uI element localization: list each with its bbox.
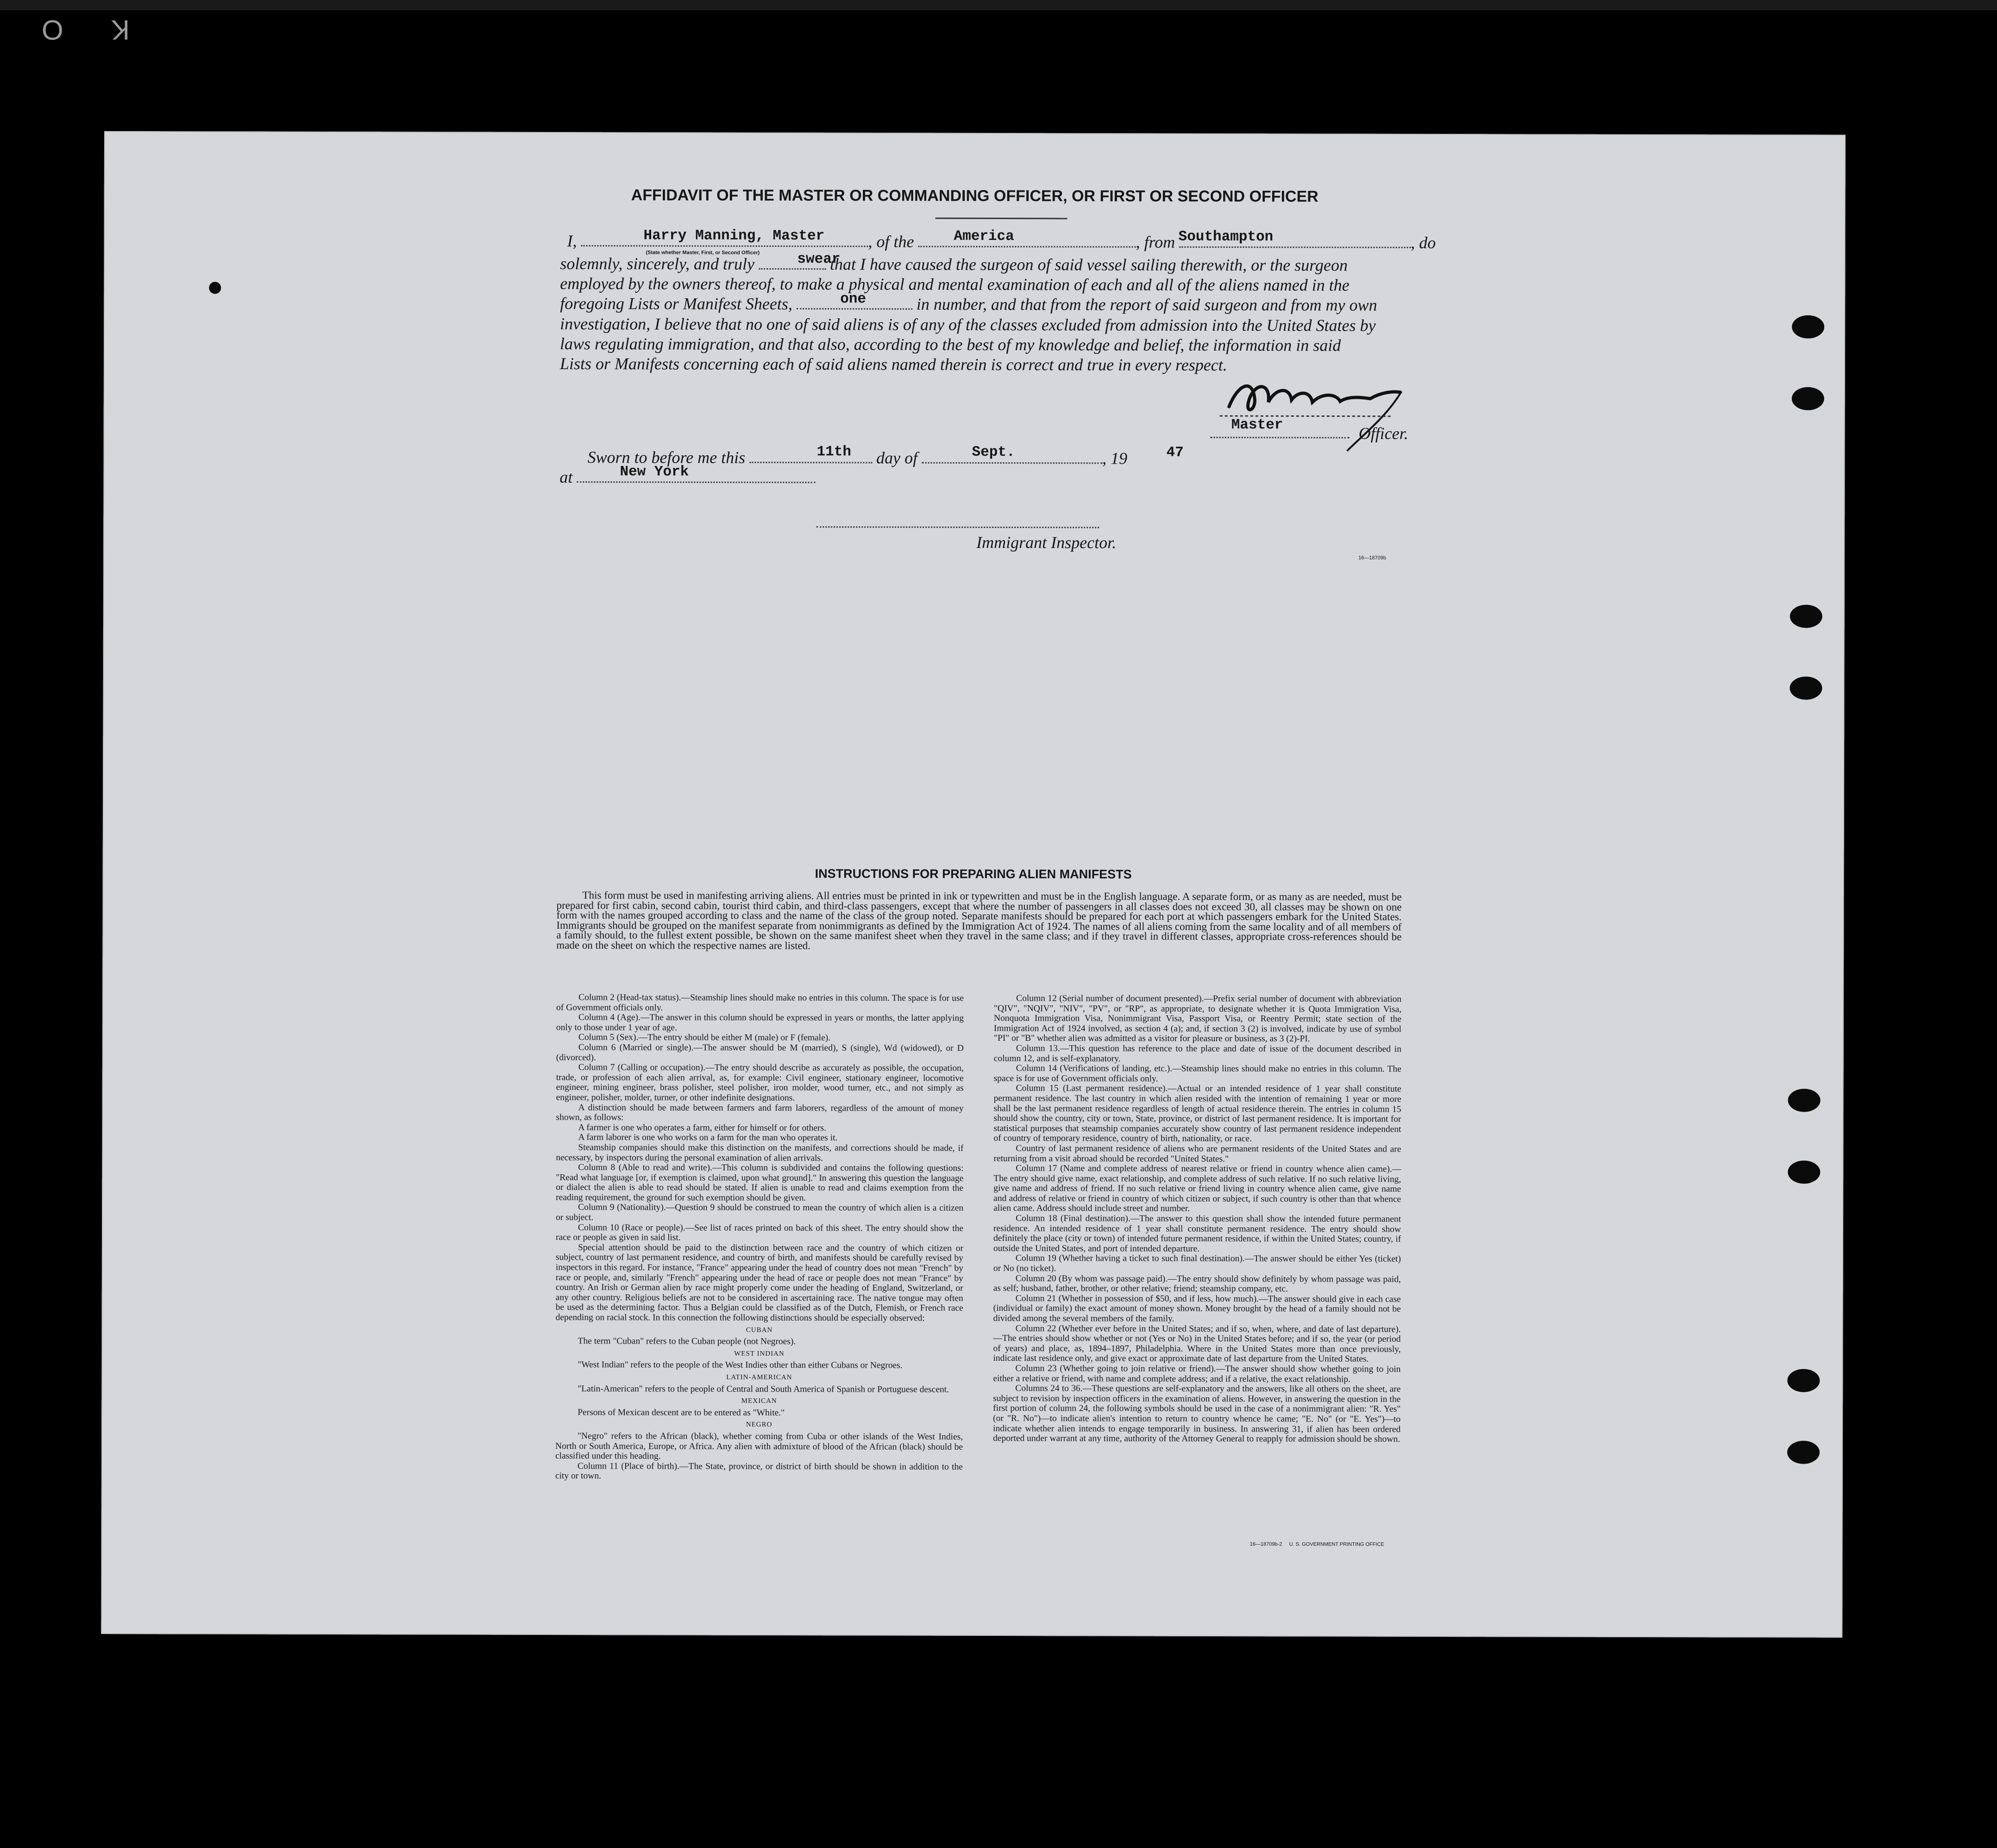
sheet-count-field: one bbox=[840, 291, 867, 308]
instruction-paragraph: Column 7 (Calling or occupation).—The entry should describe as accurately as possible, the occupation, trade, or profession of each alien arrival, as, for example: Civil engineer, stationary engineer, locomotive engineer, mining engineer, brass polisher, steel polisher, iron molder, wood turner, etc., and not simply as engineer, polisher, molder, turner, or other indefinite designations. bbox=[556, 1062, 964, 1103]
instruction-paragraph: Column 14 (Verifications of landing, etc.).—Steamship lines should make no entries in this column. The space is for use of Government officials only. bbox=[993, 1063, 1401, 1084]
instruction-paragraph: Column 2 (Head-tax status).—Steamship lines should make no entries in this column. The space is for use of Government officials only. bbox=[556, 993, 964, 1013]
departure-port-field: Southampton bbox=[1178, 228, 1274, 245]
document-sheet bbox=[101, 131, 1846, 1638]
instruction-paragraph: Column 18 (Final destination).—The answer to this question shall show the intended future permanent residence. An intended residence of 1 year shall constitute permanent residence. The entry should show definitely the place (city or town) of intended future permanent residence, if within the United States; country, if outside the United States, and port of intended departure. bbox=[993, 1213, 1401, 1254]
instruction-paragraph: Column 4 (Age).—The answer in this column should be expressed in years or months, the latter applying only to those under 1 year of age. bbox=[556, 1012, 964, 1033]
race-definition: "Negro" refers to the African (black), whether coming from Cuba or other islands of the West Indies, North or South America, Europe, or Africa. Any alien with admixture of blood of the African (black) should be classified under this heading. bbox=[555, 1431, 963, 1461]
instruction-paragraph: Column 20 (By whom was passage paid).—The entry should show definitely by whom passage was paid, as self; husband, father, brother, or other relative; friend; steamship company, etc. bbox=[993, 1273, 1401, 1294]
film-top-edge bbox=[0, 0, 1997, 10]
instruction-paragraph: Column 5 (Sex).—The entry should be either M (male) or F (female). bbox=[578, 1032, 831, 1043]
instruction-paragraph: Column 6 (Married or single).—The answer should be M (married), S (single), Wd (widowed), or D (divorced). bbox=[556, 1043, 964, 1062]
inspector-label: Immigrant Inspector. bbox=[976, 533, 1117, 552]
instructions-right-column bbox=[993, 993, 1401, 1445]
printing-office-footer: 16—18709b-2 U. S. GOVERNMENT PRINTING OFFICE bbox=[1250, 1541, 1384, 1547]
race-heading: WEST INDIAN bbox=[734, 1350, 785, 1358]
affidavit-line-7: Lists or Manifests concerning each of said aliens named therein is correct and true in every respect. bbox=[559, 354, 1227, 375]
race-heading: MEXICAN bbox=[741, 1397, 777, 1405]
sworn-line: Sworn to before me this day of , 19 bbox=[587, 448, 1128, 468]
binding-hole bbox=[1788, 1161, 1820, 1184]
instruction-paragraph: Column 11 (Place of birth).—The State, province, or district of birth should be shown in addition to the city or town. bbox=[555, 1461, 963, 1481]
place-field: New York bbox=[620, 464, 689, 480]
instruction-paragraph: Column 23 (Whether going to join relative or friend).—The answer should show whether going to join either a relative or friend, with name and complete address; and if a relative, the exact relationship. bbox=[993, 1364, 1401, 1384]
at-line: at bbox=[559, 467, 815, 488]
affidavit-line-3: employed by the owners thereof, to make a physical and mental examination of each and all of the aliens named in the bbox=[560, 274, 1350, 295]
instruction-paragraph: Column 10 (Race or people).—See list of races printed on back of this sheet. The entry should show the race or people as given in said list. bbox=[555, 1222, 964, 1243]
signature-title-field: Master bbox=[1231, 417, 1283, 434]
instruction-paragraph: A farm laborer is one who works on a farm for the man who operates it. bbox=[578, 1132, 838, 1143]
instruction-paragraph: Column 15 (Last permanent residence).—Actual or an intended residence of 1 year shall constitute permanent residence. The last country in which alien resided with the intention of remaining 1 year or more shall be the last permanent residence regardless of length of actual residence therein. The entries in column 15 should show the country, city or town, State, province, or district of last permanent residence. It is important for statistical purposes that steamship companies accurately show country of last permanent residence independent of country of temporary residence, country of birth, nationality, or race. bbox=[993, 1083, 1401, 1144]
oath-field: swear bbox=[797, 251, 841, 268]
instruction-paragraph: Steamship companies should make this distinction on the manifests, and corrections should be made, if necessary, by inspectors during the personal examination of alien arrivals. bbox=[556, 1143, 964, 1163]
race-heading: LATIN-AMERICAN bbox=[726, 1373, 792, 1382]
binding-hole bbox=[1790, 605, 1822, 628]
instruction-paragraph: Columns 24 to 36.—These questions are self-explanatory and the answers, like all others on the sheet, are subject to revision by inspection officers in the examination of aliens. However, in answering the question in the first portion of column 24, the following symbols should be used in the case of a nonimmigrant alien: "R. Yes" (or "R. No")—to indicate alien's intention to return to country whence he came; "E. No" (or "E. Yes")—to indicate whether alien intends to engage temporarily in business. In answering 31, if alien has been ordered deported under warrant at any time, authority of the Attorney General to reapply for admission should be shown. bbox=[993, 1383, 1401, 1444]
vessel-name-field: America bbox=[954, 228, 1014, 245]
film-mark-o: O bbox=[42, 14, 63, 45]
inspector-signature-rule bbox=[816, 526, 1099, 528]
instruction-paragraph: Column 17 (Name and complete address of nearest relative or friend in country whence alien came).—The entry should give name, exact relationship, and complete address of such relative. If no such relative living, give name and address of friend. If no such relative or friend living in country whence alien came, give name and address of relative or friend in country of which citizen or subject, if such country is other than that whence alien came. Address should include street and number. bbox=[993, 1163, 1401, 1214]
instruction-paragraph: Column 12 (Serial number of document presented).—Prefix serial number of document with abbreviation "QIV", "NQIV", "NIV", "PV", or "RP", as appropriate, to designate whether it is Quota Immigration Visa, Nonquota Immigration Visa, Nonimmigrant Visa, Passport Visa, or Reentry Permit; state section of the Immigration Act of 1924 involved, as section 4 (a); and, if section 3 (2) is involved, indicate by use of symbol "PI" or "B" whether alien was admitted as a visitor for pleasure or business, as 3 (2)-PI. bbox=[993, 993, 1402, 1044]
sworn-month-field: Sept. bbox=[972, 444, 1015, 461]
binding-hole bbox=[1787, 1441, 1820, 1464]
sworn-year-field: 47 bbox=[1166, 444, 1184, 461]
instruction-paragraph: Column 22 (Whether ever before in the United States; and if so, when, where, and date of last departure).—The entries should show whether or not (Yes or No) in the United States before; and if so, the year (or period of years) and place, as, 1894–1897, Philadelphia. Where in the United States more than once previously, indicate last residence only, and give exact or approximate date of last departure from the United States. bbox=[993, 1323, 1401, 1364]
officer-label: Officer. bbox=[1358, 424, 1408, 443]
instruction-paragraph: Column 13.—This question has reference to the place and date of issue of the document described in column 12, and is self-explanatory. bbox=[993, 1043, 1401, 1064]
instruction-paragraph: Column 9 (Nationality).—Question 9 should be construed to mean the country of which alien is a citizen or subject. bbox=[556, 1202, 964, 1223]
instruction-paragraph: Column 19 (Whether having a ticket to such final destination).—The answer should be either Yes (ticket) or No (no ticket). bbox=[993, 1253, 1401, 1274]
instructions-intro: This form must be used in manifesting arriving aliens. All entries must be printed in ink or typewritten and must be in the English language. A separate form, or as many as are needed, must be prepared for first cabin, second cabin, tourist third cabin, and third-class passengers, except that where the number of passengers in all classes does not exceed 30, all classes may be shown on one form with the names grouped according to class and the name of the class of the group noted. Separate manifests should be prepared for each port at which passengers embark for the United States. Immigrants should be grouped on the manifest separate from nonimmigrants as defined by the Immigration Act of 1924. The names of all aliens coming from the same locality and of all members of a family should, to the fullest extent possible, be shown on the same manifest sheet when they travel in the same class; and if they travel in different classes, appropriate cross-references should be made on the sheet on which the respective names are listed. bbox=[556, 889, 1402, 951]
race-definition: "Latin-American" refers to the people of Central and South America of Spanish or Portuguese descent. bbox=[578, 1383, 949, 1395]
binding-hole bbox=[1792, 387, 1824, 410]
race-definition: "West Indian" refers to the people of the West Indies other than either Cubans or Negroes. bbox=[578, 1360, 903, 1370]
instructions-left-column bbox=[555, 993, 964, 1482]
race-definition: Persons of Mexican descent are to be entered as "White." bbox=[578, 1407, 785, 1418]
race-heading: CUBAN bbox=[746, 1326, 773, 1334]
race-heading: NEGRO bbox=[746, 1421, 772, 1429]
master-name-field: Harry Manning, Master bbox=[643, 227, 825, 245]
binding-hole bbox=[1792, 315, 1824, 339]
race-definition: The term "Cuban" refers to the Cuban people (not Negroes). bbox=[578, 1336, 796, 1347]
affidavit-line-4: foregoing Lists or Manifest Sheets, in number, and that from the report of said surgeon and from my own bbox=[560, 294, 1377, 314]
affidavit-line-6: laws regulating immigration, and that also, according to the best of my knowledge and belief, the information in said bbox=[559, 334, 1341, 355]
binding-hole bbox=[1787, 1369, 1820, 1392]
form-number: 16—18709b bbox=[1358, 555, 1387, 561]
affidavit-line-5: investigation, I believe that no one of said aliens is of any of the classes excluded from admission into the United States by bbox=[560, 314, 1376, 335]
affidavit-line-2: solemnly, sincerely, and truly that I have caused the surgeon of said vessel sailing therewith, or the surgeon bbox=[560, 254, 1348, 275]
instructions-title: INSTRUCTIONS FOR PREPARING ALIEN MANIFESTS bbox=[815, 867, 1132, 881]
instruction-paragraph: Column 8 (Able to read and write).—This column is subdivided and contains the following questions: "Read what language [or, if exemption is claimed, upon what ground]." In answering this question the language or dialect the alien is able to read should be stated. If alien is unable to read and claims exemption from the reading requirement, the ground for such exemption should be given. bbox=[556, 1163, 964, 1203]
film-mark-k: K bbox=[111, 14, 130, 45]
instruction-paragraph: A farmer is one who operates a farm, either for himself or for others. bbox=[578, 1122, 827, 1133]
instruction-paragraph: A distinction should be made between farmers and farm laborers, regardless of the amount of money shown, as follows: bbox=[556, 1102, 964, 1123]
affidavit-title: AFFIDAVIT OF THE MASTER OR COMMANDING OFFICER, OR FIRST OR SECOND OFFICER bbox=[631, 186, 1319, 206]
instruction-paragraph: Country of last permanent residence of aliens who are permanent residents of the United States and are returning from a visit abroad should be recorded "United States." bbox=[993, 1144, 1401, 1164]
title-underline bbox=[936, 218, 1068, 220]
instruction-paragraph: Special attention should be paid to the distinction between race and the country of which citizen or subject, country of last permanent residence, and country of birth, and manifests should be carefully revised by inspectors in this regard. For instance, "France" appearing under the head of country does not mean "French" by race or people, and, similarly "French" appearing under the head of race or people does not mean "France" by country. An Irish or German alien by race might properly come under the heading of England, Switzerland, or any other country. Religious beliefs are not to be considered in ascertaining race. The native tongue may often be used as the determining factor. Thus a Belgian could be classified as of the Dutch, Flemish, or French race depending on racial stock. In this connection the following distinctions should be especially observed: bbox=[555, 1242, 963, 1323]
binding-hole bbox=[1788, 1089, 1821, 1112]
instruction-paragraph: Column 21 (Whether in possession of $50, and if less, how much).—The answer should give in each case (individual or family) the exact amount of money shown. Money brought by the head of a family should not be divided among the several members of the family. bbox=[993, 1293, 1401, 1324]
binding-hole bbox=[1790, 677, 1822, 700]
signature-title-rule bbox=[1211, 437, 1350, 439]
state-note: (State whether Master, First, or Second Officer) bbox=[646, 250, 760, 256]
sworn-day-field: 11th bbox=[816, 444, 852, 460]
ink-spot bbox=[209, 282, 221, 294]
affidavit-line-1: I, , of the , from , do bbox=[567, 232, 1436, 252]
